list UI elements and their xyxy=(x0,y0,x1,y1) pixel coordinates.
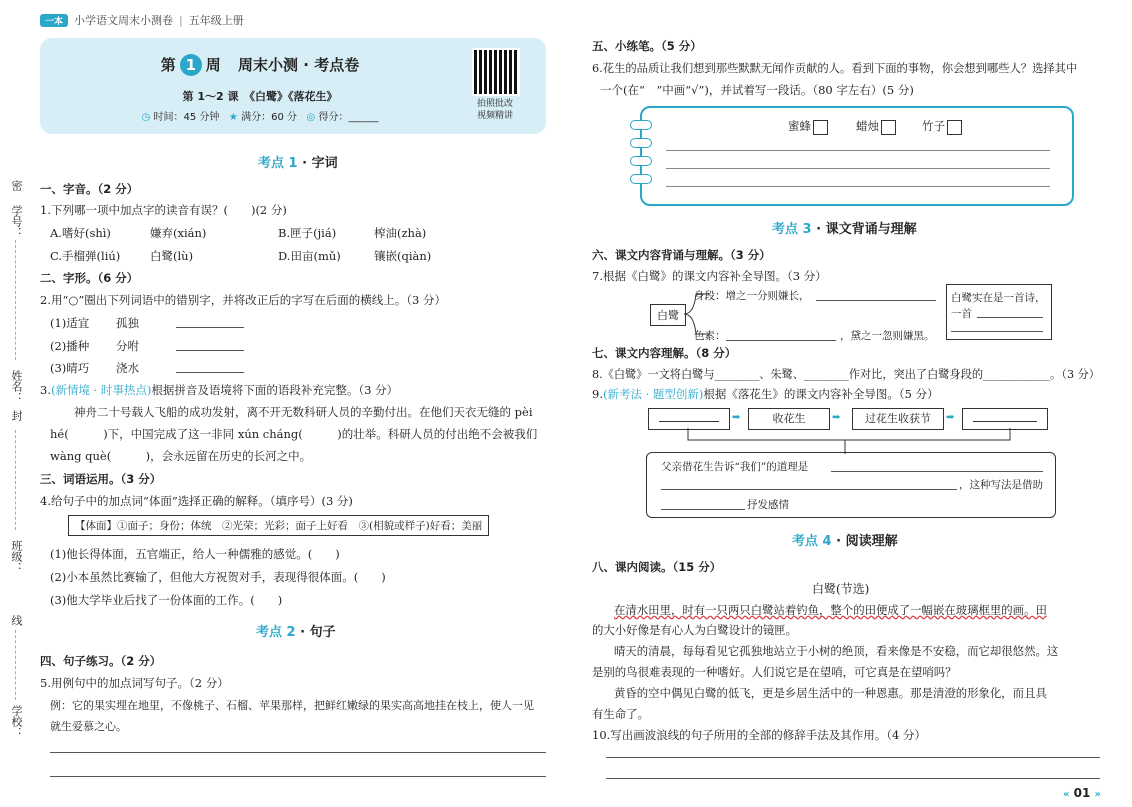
answer-line[interactable] xyxy=(831,471,1043,472)
poem-text: 一首 xyxy=(951,308,972,320)
q2-item: (2)播种 xyxy=(50,339,90,353)
spiral-ring xyxy=(630,174,652,184)
reading-paragraph-3b: 有生命了。 xyxy=(592,707,649,721)
option-candle[interactable]: 蜡烛 xyxy=(856,118,896,135)
q3-paragraph: hé( )下，中国完成了这一非同 xún cháng( )的壮举。科研人员的付出绝不会被我们 xyxy=(50,427,538,441)
section-kp1: 考点 1 · 字词 xyxy=(258,156,338,171)
series-title: 小学语文周末小测卷 xyxy=(74,14,174,27)
answer-line[interactable] xyxy=(606,757,1100,758)
qr-caption: 拍照批改 视频精讲 xyxy=(476,99,513,121)
mindmap-body-line: 身段：增之一分则嫌长， xyxy=(694,290,810,302)
flow-blank-2[interactable] xyxy=(962,408,1048,430)
mindmap-root: 白鹭 xyxy=(650,304,686,326)
question-10: 10.写出画波浪线的句子所用的全部的修辞手法及其作用。（4 分） xyxy=(592,728,927,742)
part-6-heading: 六、课文内容背诵与理解。（3 分） xyxy=(592,248,771,262)
conclusion-text: ，这种写法是借助 xyxy=(959,479,1043,491)
part-1-heading: 一、字音。（2 分） xyxy=(40,182,139,196)
reading-paragraph-3: 黄昏的空中偶见白鹭的低飞，更是乡居生活中的一种恩惠。那是清澄的形象化，而且具 xyxy=(614,686,1047,700)
part-5-heading: 五、小练笔。（5 分） xyxy=(592,39,702,53)
spiral-ring xyxy=(630,138,652,148)
question-9: 9.(新考法 · 题型创新)根据《落花生》的课文内容补全导图。（5 分） xyxy=(592,387,939,401)
arrow-icon: ➡ xyxy=(832,412,841,423)
q2-item: 分咐 xyxy=(116,339,139,353)
checkbox[interactable] xyxy=(813,120,828,135)
question-3: 3.(新情境 · 时事热点)根据拼音及语境将下面的语段补充完整。（3 分） xyxy=(40,383,399,397)
question-5: 5.用例句中的加点词写句子。（2 分） xyxy=(40,676,229,690)
reading-paragraph-1: 在清水田里，时有一只两只白鹭站着钓鱼，整个的田便成了一幅嵌在玻璃框里的画。田 xyxy=(614,603,1047,617)
q5-example: 就生爱慕之心。 xyxy=(50,720,127,733)
q3-paragraph: wàng què( )，会永远留在历史的长河之中。 xyxy=(50,449,312,463)
definition-box: 【体面】①面子；身份；体统 ②光荣；光彩；面子上好看 ③(相貌或样子)好看；美丽 xyxy=(68,515,489,536)
q1-option: 嫌弃(xián) xyxy=(150,226,207,240)
answer-line[interactable] xyxy=(977,317,1043,318)
section-kp2: 考点 2 · 句子 xyxy=(256,625,336,640)
question-1: 1.下列哪一项中加点字的读音有误？( )(2 分) xyxy=(40,203,287,217)
answer-line[interactable] xyxy=(816,300,936,301)
spiral-ring xyxy=(630,120,652,130)
q2-item: (1)适宜 xyxy=(50,316,90,330)
reading-paragraph-2b: 是别的鸟很难表现的一种嗜好。人们说它是在望哨，可它真是在望哨吗？ xyxy=(592,665,957,679)
writing-notepad xyxy=(640,106,1074,206)
score-field[interactable]: 得分：______ xyxy=(318,112,379,123)
answer-line[interactable] xyxy=(726,340,836,341)
answer-line[interactable] xyxy=(661,489,957,490)
mindmap-color-line: 色素： xyxy=(694,330,726,342)
header-card xyxy=(40,38,546,134)
binding-sidebar xyxy=(0,0,34,807)
part-2-heading: 二、字形。（6 分） xyxy=(40,271,139,285)
flow-step-festival: 过花生收获节 xyxy=(852,408,944,430)
answer-line[interactable] xyxy=(176,350,244,351)
chevron-left-icon: « xyxy=(1063,789,1070,800)
checkbox[interactable] xyxy=(881,120,896,135)
part-7-heading: 七、课文内容理解。（8 分） xyxy=(592,346,737,360)
week-number-badge: 1 xyxy=(180,54,202,76)
flow-step-harvest: 收花生 xyxy=(748,408,830,430)
q2-item: 孤独 xyxy=(116,316,139,330)
top-bar: 一本 小学语文周末小测卷 | 五年级上册 xyxy=(40,12,244,28)
tag-new-context: (新情境 · 时事热点) xyxy=(50,383,152,397)
q2-item: (3)晴巧 xyxy=(50,361,90,375)
section-kp3: 考点 3 · 课文背诵与理解 xyxy=(772,222,917,237)
q4-item: (2)小本虽然比赛输了，但他大方祝贺对手，表现得很体面。( ) xyxy=(50,570,386,584)
conclusion-text: 抒发感情 xyxy=(747,499,789,511)
question-4: 4.给句子中的加点词“体面”选择正确的解释。（填序号）(3 分) xyxy=(40,494,353,508)
sidebar-seal: 封 xyxy=(10,410,23,421)
question-2: 2.用“○”圈出下列词语中的错别字，并将改正后的字写在后面的横线上。（3 分） xyxy=(40,293,446,307)
exam-meta xyxy=(40,108,480,123)
binding-dashed-line xyxy=(15,240,16,360)
mindmap-poem-box xyxy=(946,284,1052,340)
target-icon: ◎ xyxy=(306,112,316,123)
question-7: 7.根据《白鹭》的课文内容补全导图。（3 分） xyxy=(592,269,827,283)
time-label: 时间：45 分钟 xyxy=(153,112,220,123)
reading-paragraph-2: 晴天的清晨，每每看见它孤独地站立于小树的绝顶，看来像是不安稳，而它却很悠然。这 xyxy=(614,644,1059,658)
question-6: 6.花生的品质让我们想到那些默默无闻作贡献的人。看到下面的事物，你会想到哪些人？选择其中 xyxy=(592,62,1078,75)
sidebar-school-label: 学校： xyxy=(10,705,23,738)
answer-line[interactable] xyxy=(50,776,546,777)
q1-option: D.田亩(mǔ) xyxy=(278,249,341,263)
q4-item: (3)他大学毕业后找了一份体面的工作。( ) xyxy=(50,593,283,607)
option-bamboo[interactable]: 竹子 xyxy=(922,118,962,135)
checkbox[interactable] xyxy=(947,120,962,135)
reading-paragraph-1b: 的大小好像是有心人为白鹭设计的镜匣。 xyxy=(592,623,798,637)
flow-connector xyxy=(680,428,1020,454)
q1-option: 榨油(zhà) xyxy=(374,226,427,240)
part-4-heading: 四、句子练习。（2 分） xyxy=(40,654,162,668)
question-6-cont: 一个(在“ ”中画“√”)，并试着写一段话。（80 字左右）(5 分) xyxy=(600,83,914,97)
sidebar-seal-closed: 密 xyxy=(10,180,23,191)
sidebar-id-label: 学号： xyxy=(10,205,23,238)
answer-line[interactable] xyxy=(176,327,244,328)
option-bee[interactable]: 蜜蜂 xyxy=(788,118,828,135)
part-8-heading: 八、课内阅读。（15 分） xyxy=(592,560,722,574)
clock-icon: ◷ xyxy=(141,112,151,123)
q3-paragraph: 神舟二十号载人飞船的成功发射，离不开无数科研人员的辛勤付出。在他们天衣无缝的 pèi xyxy=(74,405,533,419)
part-3-heading: 三、词语运用。（3 分） xyxy=(40,472,162,486)
lesson-subtitle: 第 1～2 课 《白鹭》《落花生》 xyxy=(182,90,338,103)
q4-item: (1)他长得体面，五官端正，给人一种儒雅的感觉。( ) xyxy=(50,547,340,561)
q1-option: B.匣子(jiá) xyxy=(278,226,337,240)
question-8: 8.《白鹭》一文将白鹭与________、朱鹭、________作对比，突出了白鹭身段的____________。（3 分） xyxy=(592,368,1100,381)
section-kp4: 考点 4 · 阅读理解 xyxy=(792,534,898,549)
flow-blank-1[interactable] xyxy=(648,408,730,430)
q1-option: C.手榴弹(liú) xyxy=(50,249,121,263)
star-icon: ★ xyxy=(228,112,238,123)
answer-line[interactable] xyxy=(951,331,1043,332)
q1-option: 镶嵌(qiàn) xyxy=(374,249,432,263)
chevron-right-icon: » xyxy=(1094,789,1102,800)
mindmap-color-line-2: ，黛之一忽则嫌黑。 xyxy=(840,330,935,342)
page-title: 第 1 周 周末小测 · 考点卷 xyxy=(160,56,360,74)
q1-option: A.嗜好(shì) xyxy=(50,226,111,240)
answer-line[interactable] xyxy=(606,778,1100,779)
writing-line[interactable] xyxy=(666,168,1050,169)
arrow-icon: ➡ xyxy=(946,412,955,423)
q2-item: 浇水 xyxy=(116,361,139,375)
sidebar-line: 线 xyxy=(10,615,23,626)
answer-line[interactable] xyxy=(176,372,244,373)
spiral-ring xyxy=(630,156,652,166)
poem-text: 白鹭实在是一首诗， xyxy=(951,292,1046,304)
writing-line[interactable] xyxy=(666,150,1050,151)
answer-line[interactable] xyxy=(50,752,546,753)
reading-title: 白鹭(节选) xyxy=(812,582,870,596)
answer-line[interactable] xyxy=(661,509,745,510)
conclusion-box xyxy=(646,452,1056,518)
binding-dashed-line xyxy=(15,630,16,700)
binding-dashed-line xyxy=(15,430,16,530)
grade-label: 五年级上册 xyxy=(188,14,244,27)
qr-code[interactable] xyxy=(472,48,520,96)
full-score-label: 满分：60 分 xyxy=(241,112,297,123)
q1-option: 白鹭(lù) xyxy=(150,249,194,263)
conclusion-text: 父亲借花生告诉“我们”的道理是 xyxy=(661,461,809,473)
brand-logo: 一本 xyxy=(40,14,68,27)
tag-new-method: (新考法 · 题型创新) xyxy=(602,387,704,401)
sidebar-name-label: 姓名： xyxy=(10,370,23,403)
arrow-icon: ➡ xyxy=(732,412,741,423)
sidebar-class-label: 班级： xyxy=(10,540,23,573)
page-number: « 01 » xyxy=(1063,786,1102,800)
q5-example: 例：它的果实埋在地里，不像桃子、石榴、苹果那样，把鲜红嫩绿的果实高高地挂在枝上，使人一见 xyxy=(50,699,534,712)
writing-line[interactable] xyxy=(666,186,1050,187)
